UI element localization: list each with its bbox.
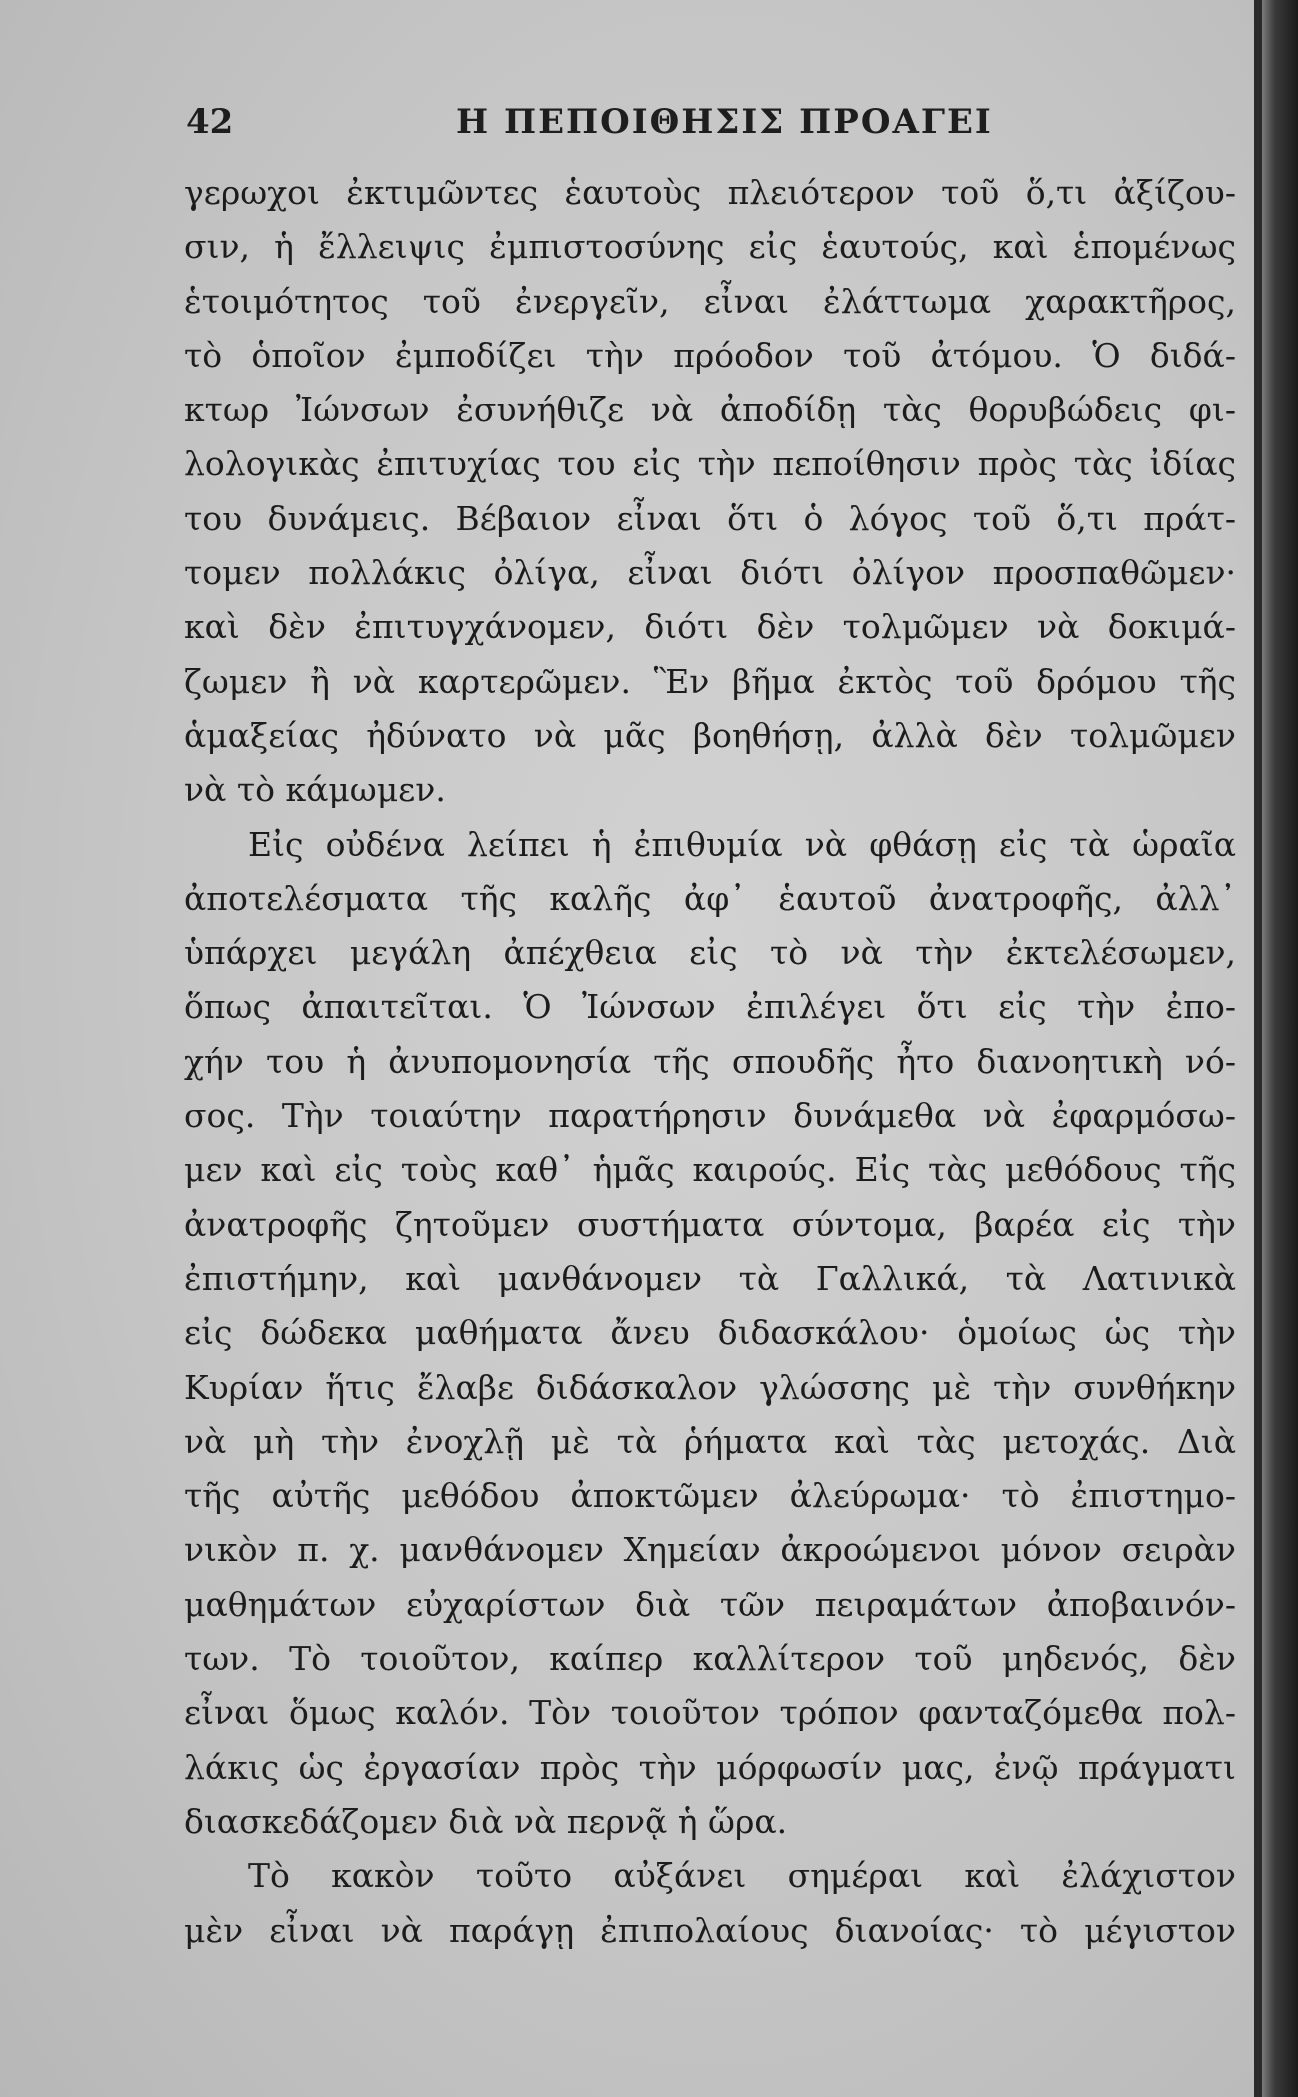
body-text [184, 166, 1236, 2036]
text-line: ἀνατροφῆς ζητοῦμεν συστήματα σύντομα, βαρέα εἰς τὴν [184, 1204, 1236, 1244]
text-line: μὲν εἶναι νὰ παράγῃ ἐπιπολαίους διανοίας· τὸ μέγιστον [184, 1910, 1236, 1950]
text-line: εἶναι ὅμως καλόν. Τὸν τοιοῦτον τρόπον φανταζόμεθα πολ- [184, 1693, 1236, 1733]
text-line: τομεν πολλάκις ὀλίγα, εἶναι διότι ὀλίγον προσπαθῶμεν· [184, 553, 1236, 593]
paragraph-start-line: Τὸ κακὸν τοῦτο αὐξάνει σημέραι καὶ ἐλάχιστον [248, 1856, 1236, 1896]
text-line: των. Τὸ τοιοῦτον, καίπερ καλλίτερον τοῦ μηδενός, δὲν [184, 1639, 1236, 1679]
text-line: σος. Τὴν τοιαύτην παρατήρησιν δυνάμεθα νὰ ἐφαρμόσω- [184, 1096, 1236, 1136]
text-line: χήν του ἡ ἀνυπομονησία τῆς σπουδῆς ἦτο διανοητικὴ νό- [184, 1041, 1236, 1081]
paragraph-end-line: νὰ τὸ κάμωμεν. [184, 770, 446, 810]
page-header [186, 96, 1246, 152]
running-head: Η ΠΕΠΟΙΘΗΣΙΣ ΠΡΟΑΓΕΙ [456, 102, 993, 142]
text-line: τὸ ὁποῖον ἐμποδίζει τὴν πρόοδον τοῦ ἀτόμου. Ὁ διδά- [184, 335, 1236, 375]
text-line: Κυρίαν ἥτις ἔλαβε διδάσκαλον γλώσσης μὲ τὴν συνθήκην [184, 1367, 1236, 1407]
text-line: μαθημάτων εὐχαρίστων διὰ τῶν πειραμάτων ἀποβαινόν- [184, 1584, 1236, 1624]
text-line: εἰς δώδεκα μαθήματα ἄνευ διδασκάλου· ὁμοίως ὡς τὴν [184, 1313, 1236, 1353]
text-line: νικὸν π. χ. μανθάνομεν Χημείαν ἀκροώμενοι μόνον σειρὰν [184, 1530, 1236, 1570]
text-line: νὰ μὴ τὴν ἐνοχλῇ μὲ τὰ ῥήματα καὶ τὰς μετοχάς. Διὰ [184, 1421, 1236, 1461]
text-line: ἑτοιμότητος τοῦ ἐνεργεῖν, εἶναι ἐλάττωμα χαρακτῆρος, [184, 281, 1236, 321]
spine-edge [1254, 0, 1262, 2097]
spine-shadow [1256, 0, 1298, 2097]
text-line: κτωρ Ἰώνσων ἐσυνήθιζε νὰ ἀποδίδῃ τὰς θορυβώδεις φι- [184, 390, 1236, 430]
text-line: γερωχοι ἐκτιμῶντες ἑαυτοὺς πλειότερον τοῦ ὅ,τι ἀξίζου- [184, 173, 1236, 212]
text-line: ἀποτελέσματα τῆς καλῆς ἀφ᾽ ἑαυτοῦ ἀνατροφῆς, ἀλλ᾽ [184, 878, 1236, 918]
text-line: ὅπως ἀπαιτεῖται. Ὁ Ἰώνσων ἐπιλέγει ὅτι εἰς τὴν ἐπο- [184, 987, 1236, 1027]
text-line: ἁμαξείας ἠδύνατο νὰ μᾶς βοηθήσῃ, ἀλλὰ δὲν τολμῶμεν [184, 715, 1236, 755]
text-line: λολογικὰς ἐπιτυχίας του εἰς τὴν πεποίθησιν πρὸς τὰς ἰδίας [184, 444, 1236, 484]
text-line: ἐπιστήμην, καὶ μανθάνομεν τὰ Γαλλικά, τὰ Λατινικὰ [184, 1258, 1236, 1298]
text-line: ζωμεν ἢ νὰ καρτερῶμεν. Ἓν βῆμα ἐκτὸς τοῦ δρόμου τῆς [184, 661, 1236, 701]
paragraph-start-line: Εἰς οὐδένα λείπει ἡ ἐπιθυμία νὰ φθάσῃ εἰς τὰ ὡραῖα [248, 824, 1236, 864]
text-line: ὑπάρχει μεγάλη ἀπέχθεια εἰς τὸ νὰ τὴν ἐκτελέσωμεν, [184, 933, 1236, 973]
page-number: 42 [186, 102, 234, 142]
text-line: τῆς αὐτῆς μεθόδου ἀποκτῶμεν ἀλεύρωμα· τὸ ἐπιστημο- [184, 1476, 1236, 1516]
text-line: του δυνάμεις. Βέβαιον εἶναι ὅτι ὁ λόγος τοῦ ὅ,τι πράτ- [184, 498, 1236, 538]
text-line: λάκις ὡς ἐργασίαν πρὸς τὴν μόρφωσίν μας, ἐνῷ πράγματι [184, 1747, 1236, 1787]
text-line: καὶ δὲν ἐπιτυγχάνομεν, διότι δὲν τολμῶμεν νὰ δοκιμά- [184, 607, 1236, 647]
paragraph-end-line: διασκεδάζομεν διὰ νὰ περνᾷ ἡ ὥρα. [184, 1801, 788, 1841]
text-line: μεν καὶ εἰς τοὺς καθ᾽ ἡμᾶς καιρούς. Εἰς τὰς μεθόδους τῆς [184, 1150, 1236, 1190]
text-line: σιν, ἡ ἔλλειψις ἐμπιστοσύνης εἰς ἑαυτούς, καὶ ἑπομένως [184, 227, 1236, 267]
